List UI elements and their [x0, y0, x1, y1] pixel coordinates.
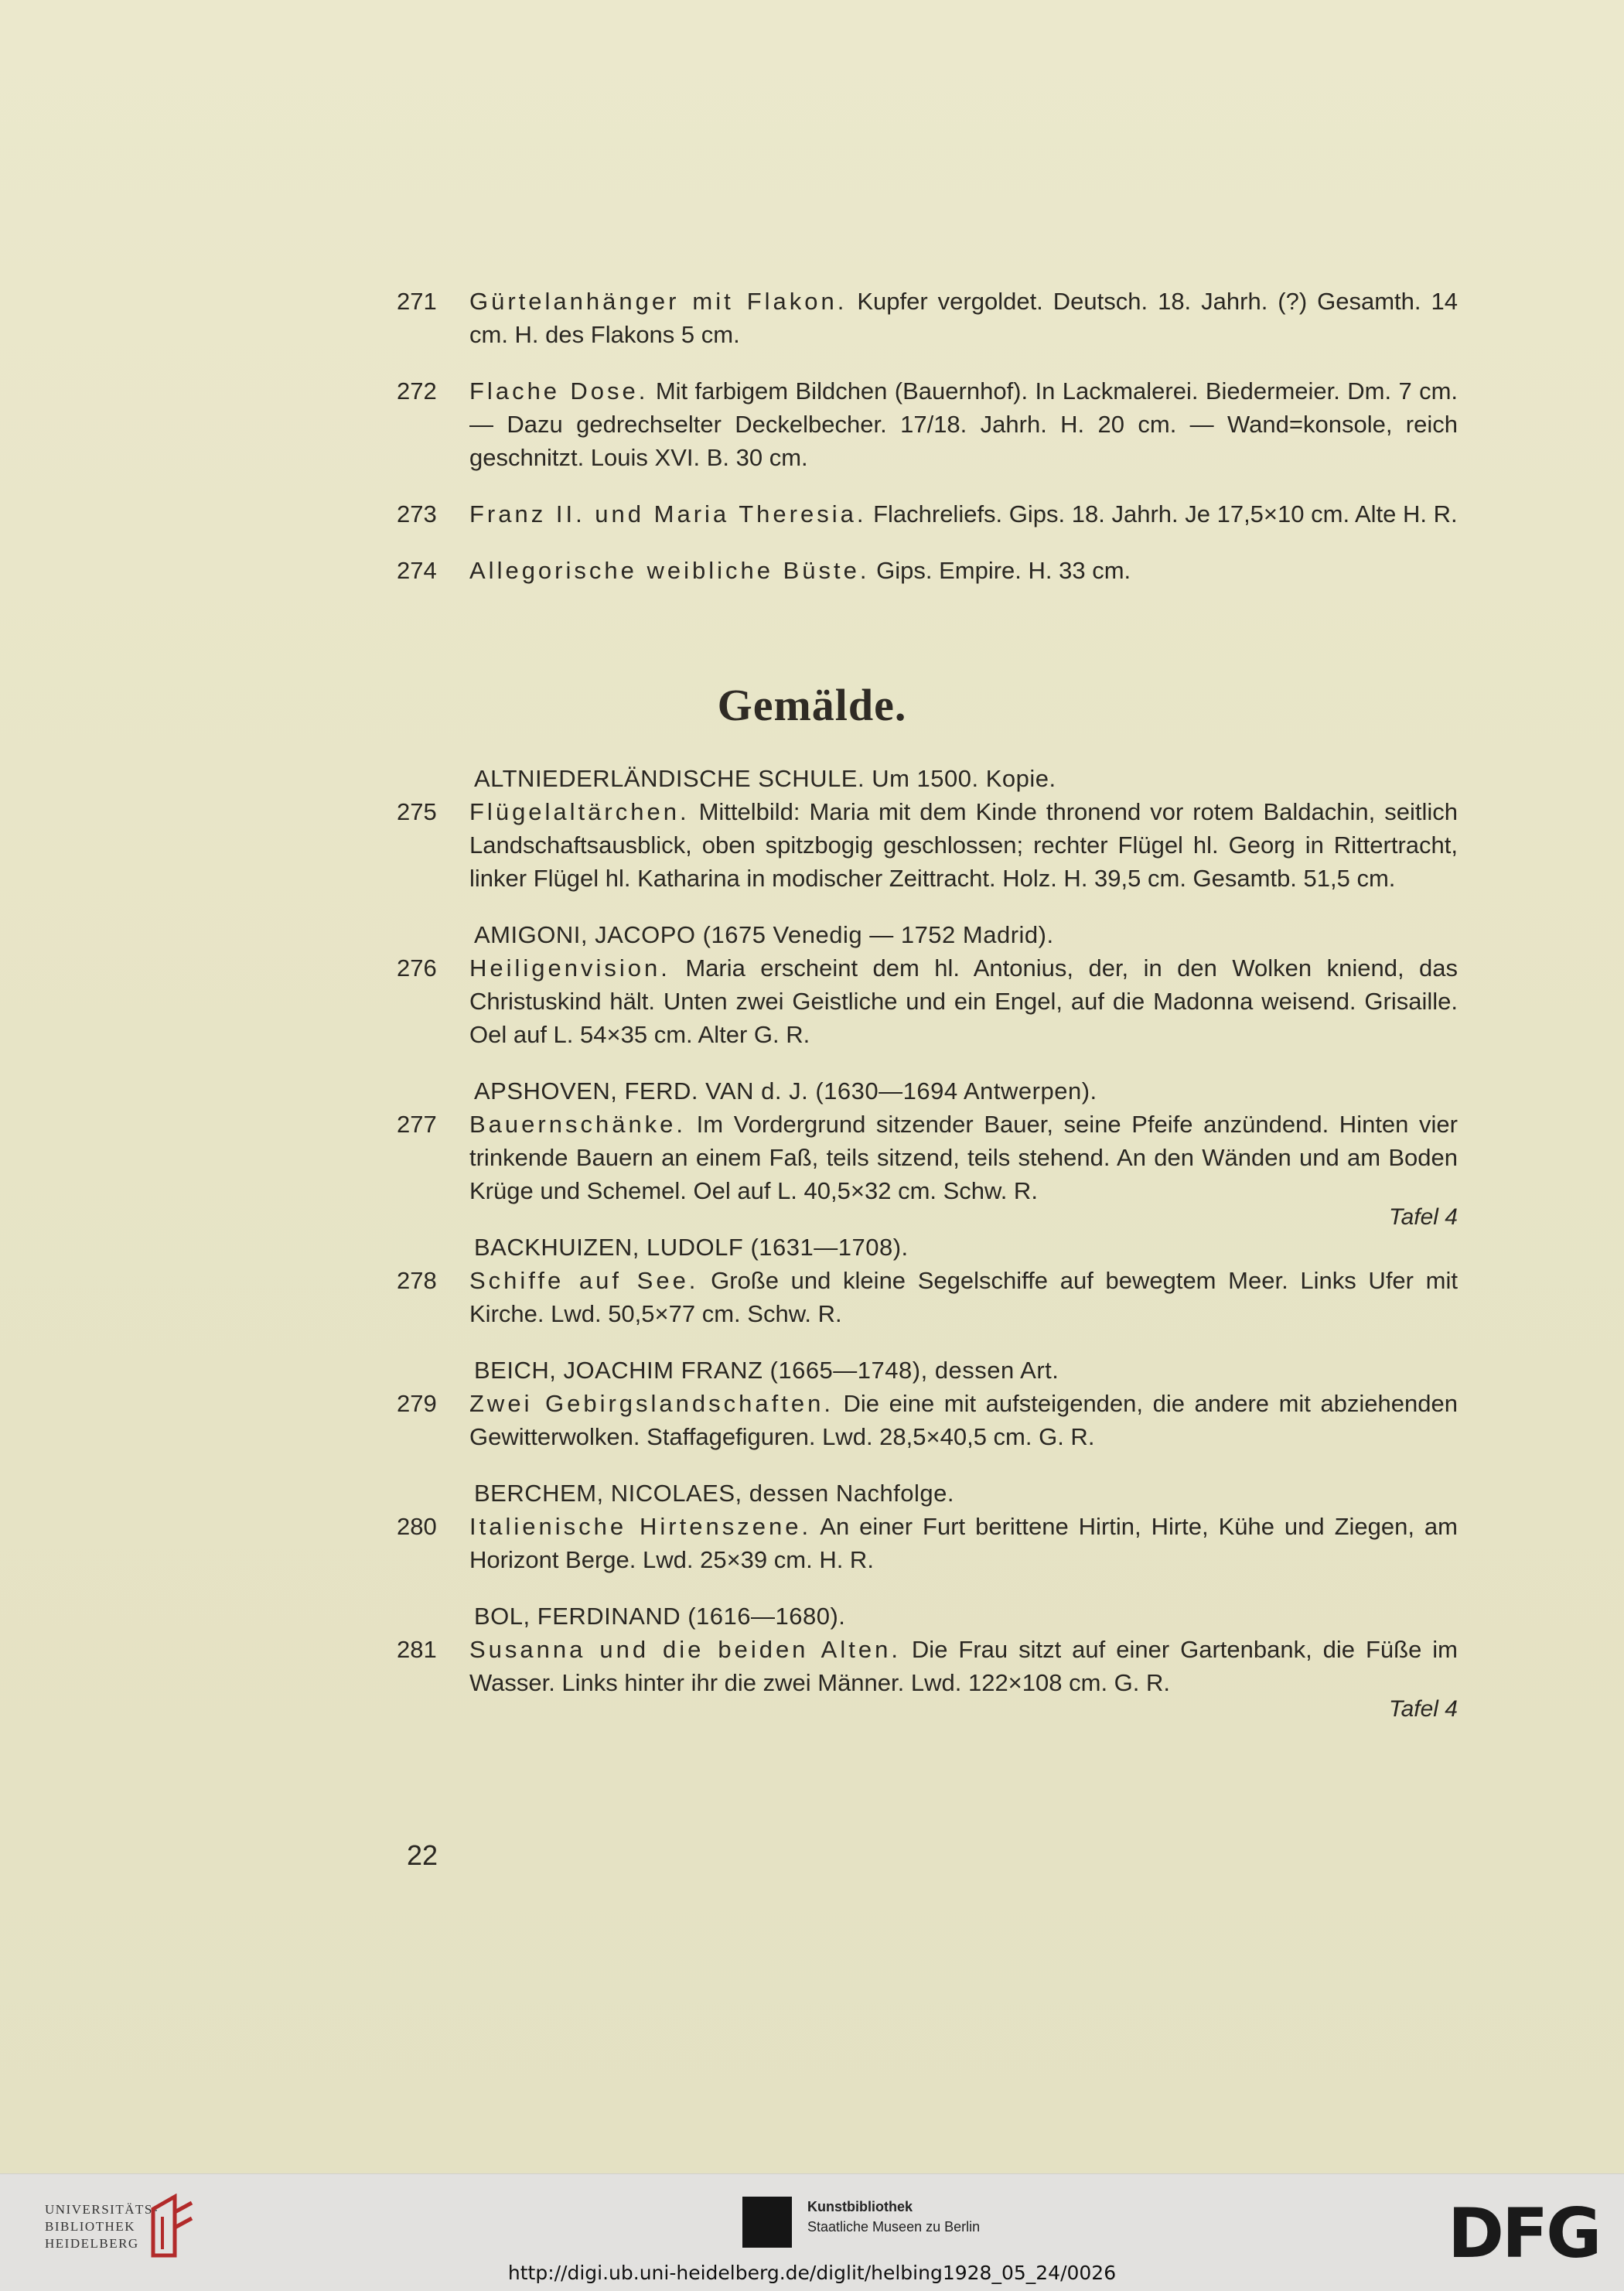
catalog-entry	[398, 285, 1458, 351]
entry-number: 274	[397, 557, 437, 584]
catalog-entry	[398, 951, 1458, 1051]
entry-title: Allegorische weibliche Büste.	[469, 557, 870, 584]
entry-number: 275	[397, 798, 437, 825]
entry-text: Große und kleine Segelschiffe auf bewegtem Meer. Links Ufer mit Kirche. Lwd. 50,5×77 cm. Schw. R.	[469, 1267, 1458, 1327]
catalog-entry	[398, 1633, 1458, 1723]
entry-number: 279	[397, 1390, 437, 1417]
entry-title: Zwei Gebirgslandschaften.	[469, 1390, 834, 1417]
page-number: 22	[407, 1839, 438, 1871]
catalog-entry	[398, 795, 1458, 895]
catalog-entry	[398, 374, 1458, 474]
catalog-entry	[398, 1264, 1458, 1330]
ub-line: HEIDELBERG	[45, 2236, 139, 2251]
plate-reference: Tafel 4	[1389, 1696, 1458, 1722]
catalog-top	[398, 285, 1458, 587]
kunstbibliothek-logo-icon[interactable]	[742, 2197, 792, 2248]
entry-title: Bauernschänke.	[469, 1111, 687, 1138]
catalog-entry	[398, 497, 1458, 531]
catalog-entry	[398, 1510, 1458, 1576]
catalog-entry	[398, 1108, 1458, 1231]
entry-number: 277	[397, 1111, 437, 1138]
entry-title: Flügelaltärchen.	[469, 798, 690, 825]
section-heading: Gemälde.	[717, 680, 907, 730]
plate-reference: Tafel 4	[1389, 1204, 1458, 1230]
entry-text: Kupfer vergoldet. Deutsch. 18. Jahrh. (?) Gesamth. 14 cm. H. des Flakons 5 cm.	[469, 288, 1458, 348]
entry-number: 272	[397, 377, 437, 405]
kb-subtitle: Staatliche Museen zu Berlin	[807, 2219, 981, 2235]
entry-number: 276	[397, 954, 437, 982]
ub-heidelberg-logo-icon[interactable]	[147, 2194, 196, 2262]
kb-name: Kunstbibliothek	[807, 2199, 913, 2214]
dfg-logo[interactable]: DFG	[1448, 2194, 1600, 2273]
catalog-entry	[398, 1387, 1458, 1453]
entry-text: Mit farbigem Bildchen (Bauernhof). In Lackmalerei. Biedermeier. Dm. 7 cm. — Dazu gedrechselter Deckelbecher. 17/18. Jahrh. H. 20 cm. — Wand=konsole, reich geschnitzt. Louis XVI. B. 30 cm.	[469, 377, 1459, 471]
entry-number: 273	[397, 500, 437, 528]
artist-line: ALTNIEDERLÄNDISCHE SCHULE. Um 1500. Kopie.	[474, 765, 1056, 792]
entry-title: Franz II. und Maria Theresia.	[469, 500, 867, 528]
entry-title: Schiffe auf See.	[469, 1267, 699, 1294]
ub-line: BIBLIOTHEK	[45, 2219, 135, 2234]
entry-title: Flache Dose.	[469, 377, 649, 405]
entry-text: Maria erscheint dem hl. Antonius, der, in den Wolken kniend, das Christuskind hält. Unten zwei Geistliche und ein Engel, auf die Madonna weisend. Grisaille. Oel auf L. 54×35 cm. Alter G. R.	[469, 954, 1458, 1048]
entry-text: Die Frau sitzt auf einer Gartenbank, die Füße im Wasser. Links hinter ihr die zwei Männer. Lwd. 122×108 cm. G. R.	[469, 1636, 1458, 1696]
entry-text: Im Vordergrund sitzender Bauer, seine Pfeife anzündend. Hinten vier trinkende Bauern an einem Faß, teils sitzend, teils stehend. An den Wänden und am Boden Krüge und Schemel. Oel auf L. 40,5×32 cm. Schw. R.	[469, 1111, 1458, 1204]
entry-text: Flachreliefs. Gips. 18. Jahrh. Je 17,5×10 cm. Alte H. R.	[873, 500, 1458, 528]
entry-text: Mittelbild: Maria mit dem Kinde thronend vor rotem Baldachin, seitlich Landschaftsausblick, oben spitzbogig geschlossen; rechter Flügel hl. Georg in Rittertracht, linker Flügel hl. Katharina in modischer Zeittracht. Holz. H. 39,5 cm. Gesamtb. 51,5 cm.	[469, 798, 1458, 892]
artist-line: BEICH, JOACHIM FRANZ (1665—1748), dessen Art.	[474, 1357, 1059, 1384]
ub-line: UNIVERSITÄTS-	[45, 2202, 159, 2217]
entry-number: 278	[397, 1267, 437, 1294]
entry-title: Gürtelanhänger mit Flakon.	[469, 288, 848, 315]
ub-heidelberg-logo-text[interactable]	[45, 2201, 159, 2252]
entry-title: Susanna und die beiden Alten.	[469, 1636, 901, 1663]
kunstbibliothek-logo-text[interactable]	[807, 2197, 980, 2237]
entry-title: Heiligenvision.	[469, 954, 670, 982]
entry-text: An einer Furt berittene Hirtin, Hirte, Kühe und Ziegen, am Horizont Berge. Lwd. 25×39 cm. H. R.	[469, 1513, 1458, 1573]
artist-line: BERCHEM, NICOLAES, dessen Nachfolge.	[474, 1480, 955, 1507]
page-url[interactable]: http://digi.ub.uni-heidelberg.de/diglit/helbing1928_05_24/0026	[507, 2262, 1117, 2284]
entry-number: 271	[397, 288, 437, 315]
entry-number: 280	[397, 1513, 437, 1540]
artist-line: BOL, FERDINAND (1616—1680).	[474, 1603, 846, 1630]
artist-line: BACKHUIZEN, LUDOLF (1631—1708).	[474, 1234, 909, 1261]
entry-number: 281	[397, 1636, 437, 1663]
catalog-paintings	[398, 762, 1458, 1723]
artist-line: APSHOVEN, FERD. VAN d. J. (1630—1694 Antwerpen).	[474, 1077, 1097, 1105]
artist-line: AMIGONI, JACOPO (1675 Venedig — 1752 Madrid).	[474, 921, 1054, 948]
catalog-entry	[398, 554, 1458, 587]
entry-text: Gips. Empire. H. 33 cm.	[876, 557, 1131, 584]
entry-text: Die eine mit aufsteigenden, die andere mit abziehenden Gewitterwolken. Staffagefiguren. Lwd. 28,5×40,5 cm. G. R.	[469, 1390, 1458, 1450]
entry-title: Italienische Hirtenszene.	[469, 1513, 812, 1540]
